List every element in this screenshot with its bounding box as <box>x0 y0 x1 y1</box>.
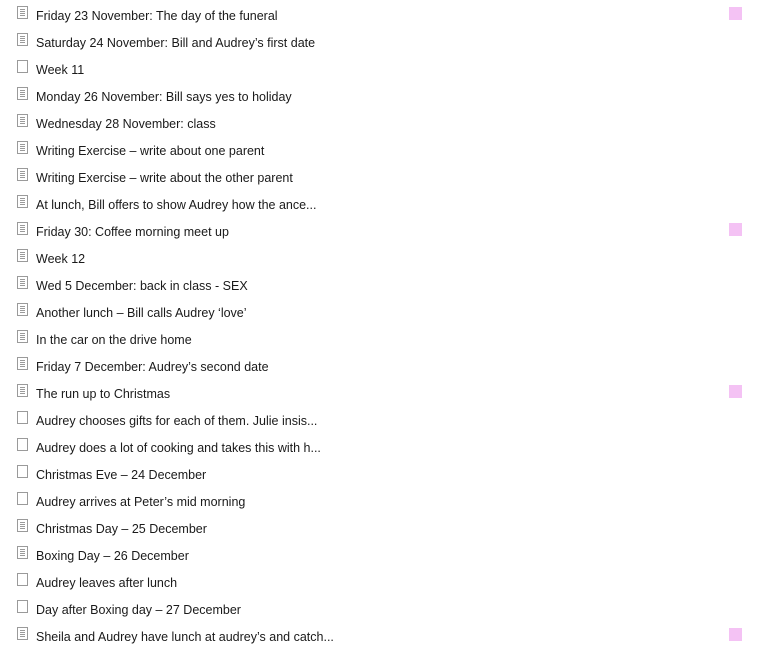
outline-row[interactable] <box>0 191 770 218</box>
outline-row-title: Another lunch – Bill calls Audrey ‘love’ <box>36 306 247 320</box>
document-with-text-icon <box>17 222 28 235</box>
outline-row[interactable] <box>0 569 770 596</box>
outline-row[interactable] <box>0 542 770 569</box>
label-color-swatch <box>729 628 742 641</box>
outline-row[interactable] <box>0 56 770 83</box>
outline-row-title: Writing Exercise – write about one parent <box>36 144 265 158</box>
outline-row-title: Audrey leaves after lunch <box>36 576 178 590</box>
outline-row[interactable] <box>0 326 770 353</box>
outline-row[interactable] <box>0 515 770 542</box>
outline-row[interactable] <box>0 2 770 29</box>
outline-row-title: Boxing Day – 26 December <box>36 549 189 563</box>
document-with-text-icon <box>17 627 28 640</box>
document-with-text-icon <box>17 357 28 370</box>
document-with-text-icon <box>17 195 28 208</box>
outline-row-title: Christmas Day – 25 December <box>36 522 207 536</box>
outline-row[interactable] <box>0 596 770 623</box>
outline-row[interactable] <box>0 218 770 245</box>
outline-row-title: Week 11 <box>36 63 85 77</box>
outline-row[interactable] <box>0 29 770 56</box>
document-with-text-icon <box>17 384 28 397</box>
label-color-swatch <box>729 385 742 398</box>
outline-row[interactable] <box>0 137 770 164</box>
document-with-text-icon <box>17 114 28 127</box>
document-with-text-icon <box>17 168 28 181</box>
outline-row[interactable] <box>0 623 770 650</box>
outline-row[interactable] <box>0 83 770 110</box>
outline-row[interactable] <box>0 353 770 380</box>
outline-row[interactable] <box>0 245 770 272</box>
outline-row[interactable] <box>0 461 770 488</box>
outline-row-title: Wed 5 December: back in class - SEX <box>36 279 248 293</box>
outline-row-title: Friday 7 December: Audrey’s second date <box>36 360 269 374</box>
outline-row[interactable] <box>0 164 770 191</box>
document-with-text-icon <box>17 33 28 46</box>
empty-document-icon <box>17 600 28 613</box>
outline-row[interactable] <box>0 110 770 137</box>
document-with-text-icon <box>17 303 28 316</box>
document-with-text-icon <box>17 546 28 559</box>
label-color-swatch <box>729 223 742 236</box>
outline-row-title: Week 12 <box>36 252 86 266</box>
document-with-text-icon <box>17 87 28 100</box>
outline-row-title: Writing Exercise – write about the other parent <box>36 171 293 185</box>
outline-row[interactable] <box>0 407 770 434</box>
empty-document-icon <box>17 438 28 451</box>
outline-row-title: Monday 26 November: Bill says yes to holiday <box>36 90 292 104</box>
document-with-text-icon <box>17 6 28 19</box>
outline-row-title: Friday 30: Coffee morning meet up <box>36 225 229 239</box>
label-color-swatch <box>729 7 742 20</box>
empty-document-icon <box>17 465 28 478</box>
document-with-text-icon <box>17 249 28 262</box>
outline-row-title: Saturday 24 November: Bill and Audrey’s first date <box>36 36 316 50</box>
outline-row-title: Audrey arrives at Peter’s mid morning <box>36 495 246 509</box>
outline-row[interactable] <box>0 434 770 461</box>
document-with-text-icon <box>17 330 28 343</box>
outline-row-title: Wednesday 28 November: class <box>36 117 216 131</box>
outline-row-title: At lunch, Bill offers to show Audrey how the ance... <box>36 198 317 212</box>
outline-row[interactable] <box>0 299 770 326</box>
outline-row-title: Audrey chooses gifts for each of them. Julie insis... <box>36 414 318 428</box>
document-with-text-icon <box>17 519 28 532</box>
outline-row-title: The run up to Christmas <box>36 387 171 401</box>
outline-row-title: Friday 23 November: The day of the funeral <box>36 9 278 23</box>
empty-document-icon <box>17 411 28 424</box>
outline-row-title: Day after Boxing day – 27 December <box>36 603 241 617</box>
document-with-text-icon <box>17 141 28 154</box>
outline-row[interactable] <box>0 380 770 407</box>
outline-row[interactable] <box>0 488 770 515</box>
outline-row-title: Sheila and Audrey have lunch at audrey’s and catch... <box>36 630 334 644</box>
outline-row[interactable] <box>0 272 770 299</box>
empty-document-icon <box>17 492 28 505</box>
empty-document-icon <box>17 60 28 73</box>
document-with-text-icon <box>17 276 28 289</box>
outline-row-title: In the car on the drive home <box>36 333 192 347</box>
outline-row-title: Christmas Eve – 24 December <box>36 468 207 482</box>
binder-outline-list <box>0 2 770 650</box>
empty-document-icon <box>17 573 28 586</box>
outline-row-title: Audrey does a lot of cooking and takes this with h... <box>36 441 321 455</box>
